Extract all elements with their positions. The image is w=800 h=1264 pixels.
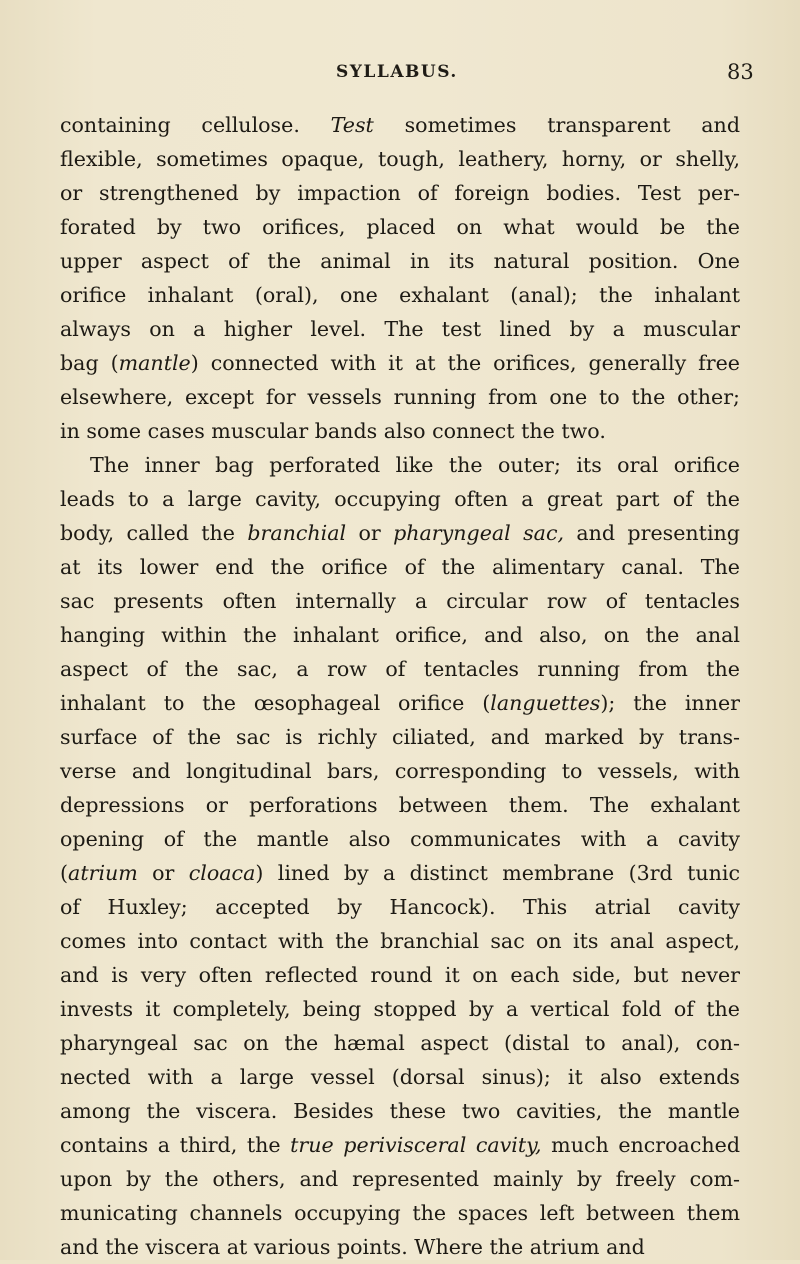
italic-term: true perivisceral cavity, <box>290 1133 542 1157</box>
text-line <box>60 652 740 686</box>
text-run: of Huxley; accepted by Hancock). This atrial cavity <box>60 895 740 919</box>
body-text <box>60 108 740 1264</box>
text-line <box>60 312 740 346</box>
text-run: containing cellulose. <box>60 113 331 137</box>
text-run: or <box>346 521 394 545</box>
text-run: municating channels occupying the spaces left between them <box>60 1201 740 1225</box>
italic-term: Test <box>330 113 374 137</box>
text-run: or strengthened by impaction of foreign bodies. Test per- <box>60 181 740 205</box>
italic-term: branchial <box>247 521 347 545</box>
text-run: aspect of the sac, a row of tentacles running from the <box>60 657 740 681</box>
text-line <box>60 822 740 856</box>
text-run: sometimes transparent and <box>373 113 741 137</box>
text-run: surface of the sac is richly ciliated, and marked by trans- <box>60 725 740 749</box>
text-line <box>60 1162 740 1196</box>
text-run: upper aspect of the animal in its natural position. One <box>60 249 740 273</box>
text-run: inhalant to the œsophageal orifice ( <box>60 691 491 715</box>
text-line <box>60 278 740 312</box>
text-run: comes into contact with the branchial sac on its anal aspect, <box>60 929 740 953</box>
text-line <box>60 754 740 788</box>
text-line <box>60 856 740 890</box>
text-line <box>60 958 740 992</box>
text-run: sac presents often internally a circular row of tentacles <box>60 589 740 613</box>
text-run: elsewhere, except for vessels running from one to the other; <box>60 385 740 409</box>
text-line <box>60 142 740 176</box>
italic-term: cloaca <box>188 861 256 885</box>
text-run: invests it completely, being stopped by a vertical fold of the <box>60 997 740 1021</box>
text-line <box>60 584 740 618</box>
text-line <box>60 210 740 244</box>
text-line <box>60 1230 740 1264</box>
text-run: ) lined by a distinct membrane (3rd tunic <box>255 861 740 885</box>
text-run: orifice inhalant (oral), one exhalant (anal); the inhalant <box>60 283 740 307</box>
text-run: always on a higher level. The test lined by a muscular <box>60 317 740 341</box>
text-run: verse and longitudinal bars, corresponding to vessels, with <box>60 759 740 783</box>
text-run: contains a third, the <box>60 1133 291 1157</box>
running-title: SYLLABUS. <box>336 62 458 82</box>
text-run: much encroached <box>541 1133 740 1157</box>
text-run: leads to a large cavity, occupying often a great part of the <box>60 487 740 511</box>
text-line <box>60 1026 740 1060</box>
italic-term: pharyngeal sac, <box>393 521 565 545</box>
text-run: flexible, sometimes opaque, tough, leathery, horny, or shelly, <box>60 147 740 171</box>
text-line <box>60 550 740 584</box>
text-line <box>60 686 740 720</box>
text-run: ) connected with it at the orifices, generally free <box>190 351 740 375</box>
text-line <box>60 1128 740 1162</box>
text-run: and the viscera at various points. Where the atrium and <box>60 1235 645 1259</box>
text-line <box>60 448 740 482</box>
text-run: pharyngeal sac on the hæmal aspect (distal to anal), con- <box>60 1031 740 1055</box>
text-run: The inner bag perforated like the outer; its oral orifice <box>90 453 740 477</box>
text-line <box>60 380 740 414</box>
text-line <box>60 1094 740 1128</box>
text-line <box>60 108 740 142</box>
text-line <box>60 176 740 210</box>
text-run: or <box>137 861 189 885</box>
text-run: and presenting <box>564 521 740 545</box>
text-run: upon by the others, and represented mainly by freely com- <box>60 1167 740 1191</box>
text-run: nected with a large vessel (dorsal sinus); it also extends <box>60 1065 740 1089</box>
text-line <box>60 346 740 380</box>
text-run: among the viscera. Besides these two cavities, the mantle <box>60 1099 740 1123</box>
text-run: and is very often reflected round it on each side, but never <box>60 963 740 987</box>
text-run: at its lower end the orifice of the alimentary canal. The <box>60 555 740 579</box>
text-line <box>60 924 740 958</box>
text-line <box>60 618 740 652</box>
text-line <box>60 244 740 278</box>
text-line <box>60 720 740 754</box>
italic-term: atrium <box>68 861 138 885</box>
text-run: depressions or perforations between them. The exhalant <box>60 793 740 817</box>
text-run: opening of the mantle also communicates with a cavity <box>60 827 740 851</box>
text-run: ( <box>60 861 69 885</box>
text-line <box>60 890 740 924</box>
text-line <box>60 516 740 550</box>
text-run: hanging within the inhalant orifice, and also, on the anal <box>60 623 740 647</box>
text-line <box>60 1196 740 1230</box>
italic-term: languettes <box>490 691 601 715</box>
text-line <box>60 992 740 1026</box>
text-line <box>60 482 740 516</box>
page-number: 83 <box>727 60 754 84</box>
running-head <box>0 50 800 84</box>
text-run: forated by two orifices, placed on what would be the <box>60 215 740 239</box>
text-line <box>60 1060 740 1094</box>
text-line <box>60 414 740 448</box>
text-run: in some cases muscular bands also connect the two. <box>60 419 606 443</box>
text-run: bag ( <box>60 351 119 375</box>
italic-term: mantle <box>118 351 191 375</box>
text-run: ); the inner <box>600 691 740 715</box>
text-run: body, called the <box>60 521 248 545</box>
text-line <box>60 788 740 822</box>
